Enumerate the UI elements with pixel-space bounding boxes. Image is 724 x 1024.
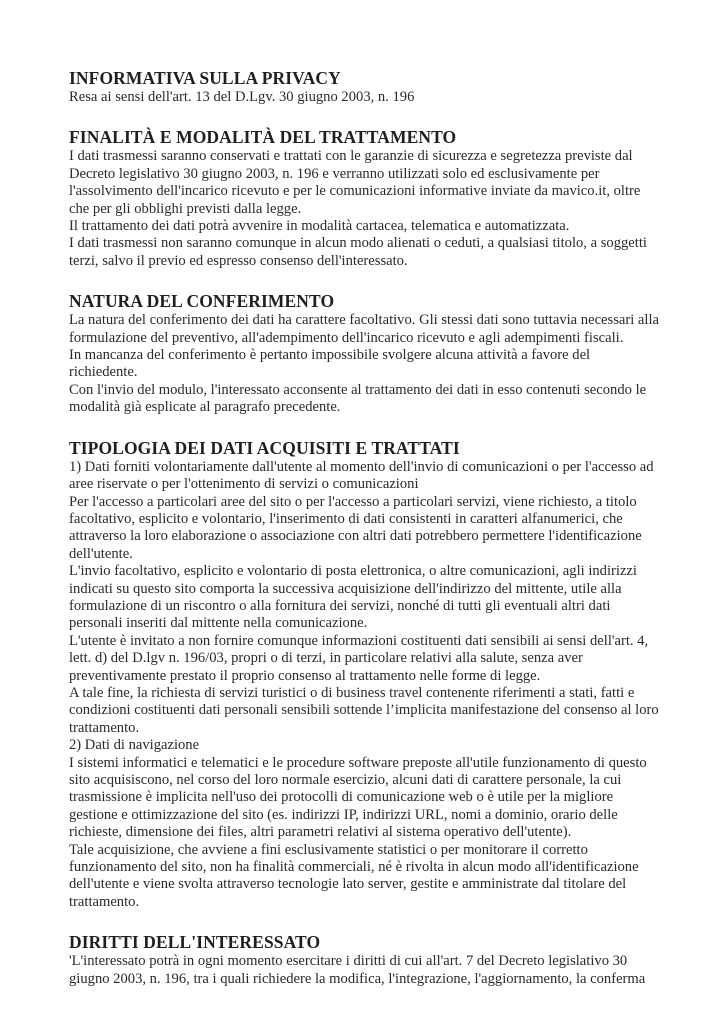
privacy-document xyxy=(69,67,661,988)
paragraph: In mancanza del conferimento è pertanto impossibile svolgere alcuna attività a favore del richiedente. xyxy=(69,347,591,381)
paragraph: Resa ai sensi dell'art. 13 del D.Lgv. 30 giugno 2003, n. 196 xyxy=(69,89,415,105)
paragraph: L'invio facoltativo, esplicito e volontario di posta elettronica, o altre comunicazioni, agli indirizzi indicati su questo sito comporta la successiva acquisizione dell'indirizzo del mittente, utile alla formulazione di un riscontro o alla fornitura dei servizi, nonché di tutti gli eventuali altri dati personali inseriti dal mittente nella comunicazione. xyxy=(69,563,637,632)
paragraph: I dati trasmessi non saranno comunque in alcun modo alienati o ceduti, a qualsiasi titolo, a soggetti terzi, salvo il previo ed espresso consenso dell'interessato. xyxy=(69,235,647,269)
paragraph: L'utente è invitato a non fornire comunque informazioni costituenti dati sensibili ai sensi dell'art. 4, lett. d) del D.lgv n. 196/03, propri o di terzi, in particolare relativi alla salute, senza aver preventivamente prestato il proprio consenso al trattamento nelle forme di legge. xyxy=(69,632,649,684)
section-heading: DIRITTI DELL'INTERESSATO xyxy=(69,932,321,953)
paragraph: La natura del conferimento dei dati ha carattere facoltativo. Gli stessi dati sono tuttavia necessari alla formulazione del preventivo, all'adempimento dell'incarico ricevuto e agli adempimenti fiscali. xyxy=(69,312,659,346)
section-heading: FINALITÀ E MODALITÀ DEL TRATTAMENTO xyxy=(69,127,457,148)
paragraph: 2) Dati di navigazione xyxy=(69,737,200,754)
section-finalita xyxy=(69,126,661,270)
paragraph: Tale acquisizione, che avviene a fini esclusivamente statistici o per monitorare il corretto funzionamento del sito, non ha finalità commerciali, né è rivolta in alcun modo all'identificazione dell'utente e viene svolta attraverso tecnologie lato server, gestite e amministrate dal titolare del trattamento. xyxy=(69,841,639,910)
section-natura xyxy=(69,290,661,416)
section-diritti xyxy=(69,931,661,988)
paragraph: Il trattamento dei dati potrà avvenire in modalità cartacea, telematica e automatizzata. xyxy=(69,218,570,235)
section-heading: TIPOLOGIA DEI DATI ACQUISITI E TRATTATI xyxy=(69,437,460,458)
section-informativa xyxy=(69,67,661,106)
section-tipologia xyxy=(69,437,661,912)
section-heading: NATURA DEL CONFERIMENTO xyxy=(69,291,335,312)
paragraph: Con l'invio del modulo, l'interessato acconsente al trattamento dei dati in esso contenuti secondo le modalità già esplicate al paragrafo precedente. xyxy=(69,381,647,416)
paragraph: A tale fine, la richiesta di servizi turistici o di business travel contenente riferimenti a stati, fatti e condizioni costituenti dati personali sensibili sottende l’implicita manifestazione del consenso al loro trattamento. xyxy=(69,684,659,736)
section-heading: INFORMATIVA SULLA PRIVACY xyxy=(69,68,341,88)
paragraph: 'L'interessato potrà in ogni momento esercitare i diritti di cui all'art. 7 del Decreto legislativo 30 giugno 2003, n. 196, tra i quali richiedere la modifica, l'integrazione, l'aggiornamento, la conferma xyxy=(69,953,646,987)
paragraph: 1) Dati forniti volontariamente dall'utente al momento dell'invio di comunicazioni o per l'accesso ad aree riservate o per l'ottenimento di servizi o comunicazioni xyxy=(69,458,654,493)
paragraph: I sistemi informatici e telematici e le procedure software preposte all'utile funzionamento di questo sito acquisiscono, nel corso del loro normale esercizio, alcuni dati di carattere personale, la cui trasmissione è implicita nell'uso dei protocolli di comunicazione web o è utile per la migliore gestione e ottimizzazione del sito (es. indirizzi IP, indirizzi URL, nomi a dominio, orario delle richieste, dimensione dei files, altri parametri relativi al sistema operativo dell'utente). xyxy=(69,754,647,841)
paragraph: I dati trasmessi saranno conservati e trattati con le garanzie di sicurezza e segretezza previste dal Decreto legislativo 30 giugno 2003, n. 196 e verranno utilizzati solo ed esclusivamente per l'assolvimento dell'incarico ricevuto e per le comunicazioni informative inviate da mavico.it, oltre che per gli obblighi previsti dalla legge. xyxy=(69,148,641,217)
paragraph: Per l'accesso a particolari aree del sito o per l'accesso a particolari servizi, viene richiesto, a titolo facoltativo, esplicito e volontario, l'inserimento di dati consistenti in caratteri alfanumerici, che attraverso la loro elaborazione o associazione con altri dati potrebbero permettere l'identificazione dell'utente. xyxy=(69,493,642,562)
